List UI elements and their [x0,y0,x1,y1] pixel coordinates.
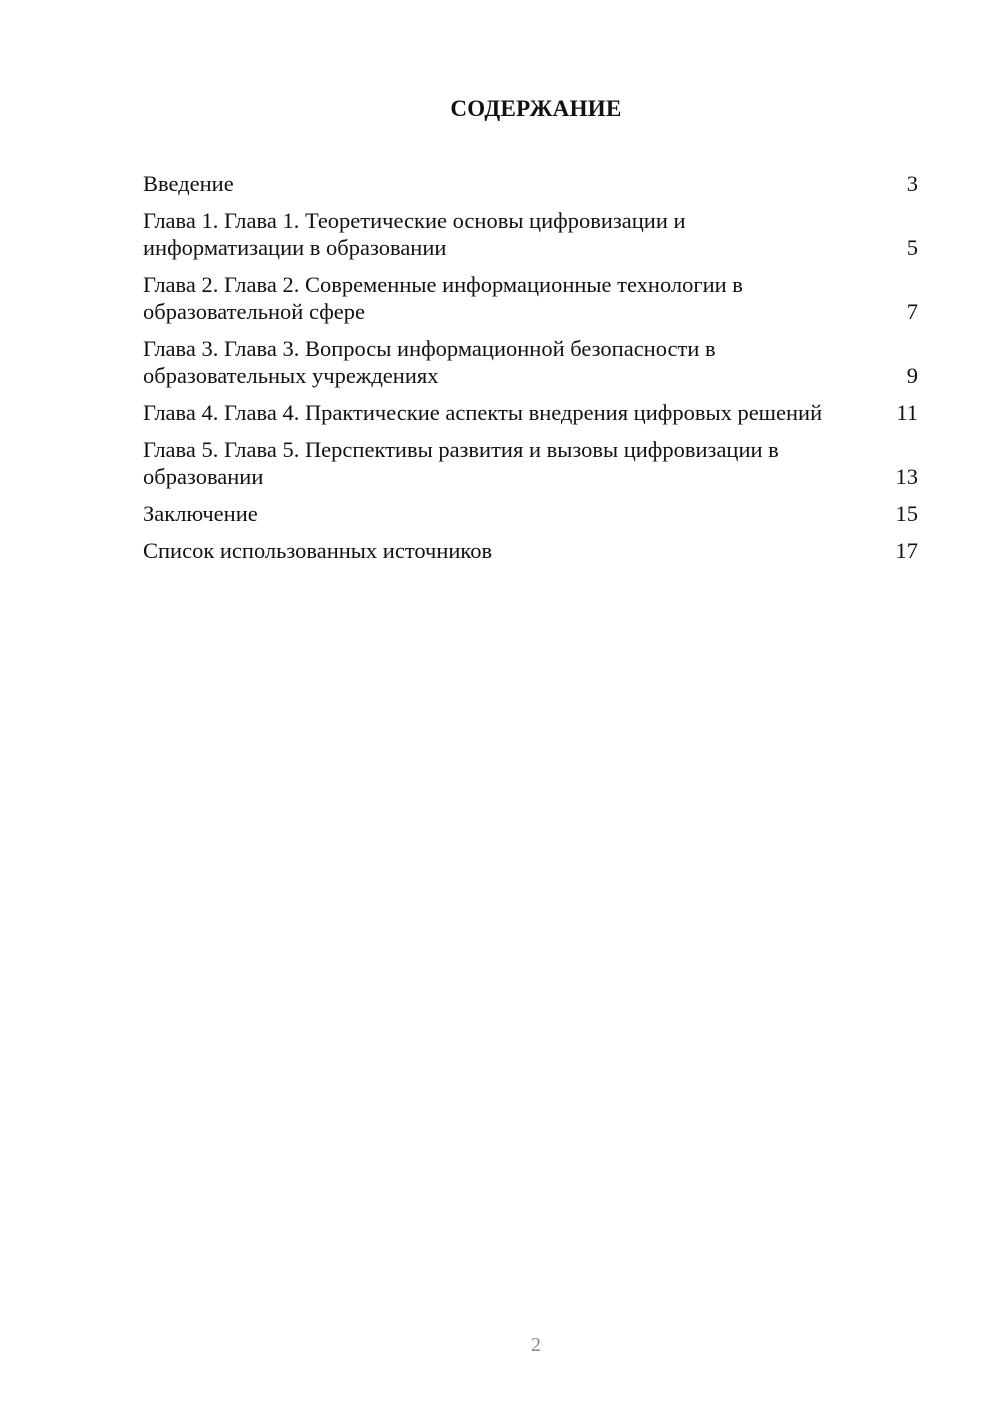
toc-entry-text: Заключение [143,501,258,526]
toc-entry-chapter-5 [143,436,918,490]
toc-entry-page: 7 [906,299,918,324]
toc-entry-chapter-1 [143,207,918,261]
toc-entry-text: Введение [143,171,234,196]
toc-entry-chapter-3 [143,335,918,389]
toc-entry-text: Список использованных источников [143,538,493,563]
toc-entry-page: 5 [906,235,918,260]
toc-entry-chapter-4 [143,399,918,426]
toc-entry-text: Глава 1. Глава 1. Теоретические основы цифровизации и информатизации в образовании [143,208,686,260]
toc-entry-page: 15 [895,501,918,526]
toc-entry-page: 17 [895,538,918,563]
table-of-contents [143,170,918,574]
toc-title: СОДЕРЖАНИЕ [450,96,622,121]
toc-entry-text: Глава 4. Глава 4. Практические аспекты внедрения цифровых решений [143,400,823,425]
page-number: 2 [531,1334,541,1356]
toc-entry-chapter-2 [143,271,918,325]
toc-entry-text: Глава 5. Глава 5. Перспективы развития и вызовы цифровизации в образовании [143,437,779,489]
toc-entry-page: 11 [896,400,918,425]
toc-entry-conclusion [143,500,918,527]
toc-entry-page: 3 [906,171,918,196]
toc-entry-page: 9 [906,363,918,388]
toc-entry-page: 13 [895,464,918,489]
toc-entry-text: Глава 2. Глава 2. Современные информационные технологии в образовательной сфере [143,272,743,324]
toc-entry-references [143,537,918,564]
toc-entry-introduction [143,170,918,197]
toc-entry-text: Глава 3. Глава 3. Вопросы информационной безопасности в образовательных учреждениях [143,336,716,388]
